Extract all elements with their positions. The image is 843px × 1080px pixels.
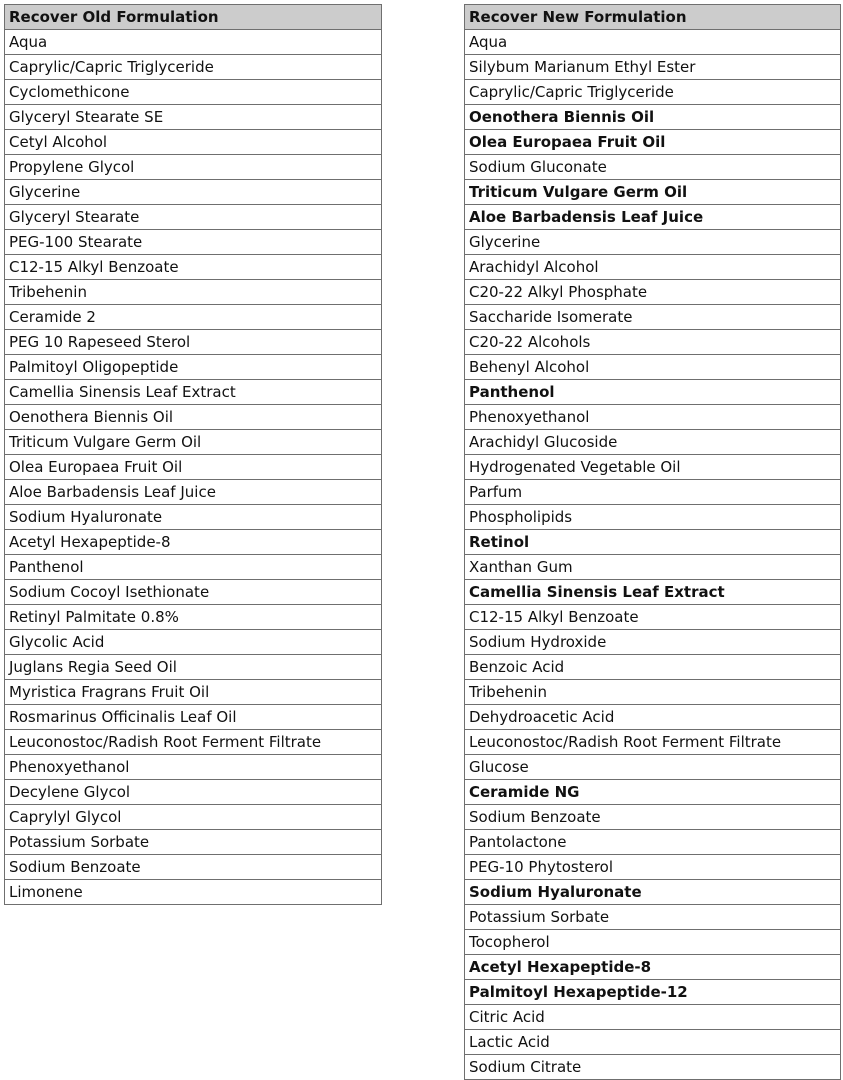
ingredient-name: Olea Europaea Fruit Oil: [465, 130, 841, 155]
ingredient-name: PEG-10 Phytosterol: [465, 855, 841, 880]
ingredient-name: Decylene Glycol: [5, 780, 382, 805]
ingredient-row: [465, 980, 841, 1005]
ingredient-name: Aloe Barbadensis Leaf Juice: [465, 205, 841, 230]
ingredient-name: Tribehenin: [5, 280, 382, 305]
ingredient-name: Leuconostoc/Radish Root Ferment Filtrate: [5, 730, 382, 755]
ingredient-name: C12-15 Alkyl Benzoate: [465, 605, 841, 630]
old-formulation-table: [4, 4, 382, 905]
ingredient-row: [465, 405, 841, 430]
ingredient-row: [5, 255, 382, 280]
ingredient-name: C20-22 Alkyl Phosphate: [465, 280, 841, 305]
ingredient-row: [465, 530, 841, 555]
ingredient-name: Benzoic Acid: [465, 655, 841, 680]
ingredient-row: [465, 1030, 841, 1055]
ingredient-name: Caprylyl Glycol: [5, 805, 382, 830]
ingredient-name: Limonene: [5, 880, 382, 905]
ingredient-row: [465, 880, 841, 905]
ingredient-name: Panthenol: [5, 555, 382, 580]
ingredient-row: [5, 155, 382, 180]
ingredient-row: [5, 680, 382, 705]
ingredient-name: Dehydroacetic Acid: [465, 705, 841, 730]
ingredient-name: Glyceryl Stearate SE: [5, 105, 382, 130]
ingredient-name: Xanthan Gum: [465, 555, 841, 580]
ingredient-name: Triticum Vulgare Germ Oil: [5, 430, 382, 455]
ingredient-row: [5, 30, 382, 55]
ingredient-name: Juglans Regia Seed Oil: [5, 655, 382, 680]
ingredient-name: Retinol: [465, 530, 841, 555]
ingredient-row: [465, 480, 841, 505]
ingredient-name: Arachidyl Alcohol: [465, 255, 841, 280]
ingredient-row: [465, 380, 841, 405]
ingredient-row: [5, 230, 382, 255]
ingredient-row: [5, 105, 382, 130]
ingredient-row: [5, 805, 382, 830]
ingredient-name: Acetyl Hexapeptide-8: [465, 955, 841, 980]
ingredient-name: Phenoxyethanol: [465, 405, 841, 430]
ingredient-row: [5, 80, 382, 105]
ingredient-name: Triticum Vulgare Germ Oil: [465, 180, 841, 205]
ingredient-name: Arachidyl Glucoside: [465, 430, 841, 455]
new-formulation-header: Recover New Formulation: [465, 5, 841, 30]
ingredient-name: Panthenol: [465, 380, 841, 405]
ingredient-name: Pantolactone: [465, 830, 841, 855]
ingredient-name: Aqua: [5, 30, 382, 55]
old-formulation-header: Recover Old Formulation: [5, 5, 382, 30]
ingredient-name: Phospholipids: [465, 505, 841, 530]
ingredient-name: Ceramide 2: [5, 305, 382, 330]
ingredient-row: [5, 705, 382, 730]
ingredient-name: Sodium Benzoate: [465, 805, 841, 830]
ingredient-row: [465, 780, 841, 805]
ingredient-row: [5, 380, 382, 405]
ingredient-name: Camellia Sinensis Leaf Extract: [5, 380, 382, 405]
ingredient-row: [465, 855, 841, 880]
ingredient-name: C20-22 Alcohols: [465, 330, 841, 355]
ingredient-row: [5, 780, 382, 805]
ingredient-name: Glyceryl Stearate: [5, 205, 382, 230]
ingredient-row: [465, 755, 841, 780]
ingredient-row: [5, 55, 382, 80]
ingredient-row: [465, 180, 841, 205]
ingredient-row: [5, 305, 382, 330]
ingredient-row: [465, 80, 841, 105]
ingredient-name: Parfum: [465, 480, 841, 505]
ingredient-row: [5, 405, 382, 430]
ingredient-name: Potassium Sorbate: [5, 830, 382, 855]
ingredient-row: [5, 280, 382, 305]
ingredient-row: [465, 680, 841, 705]
ingredient-name: Lactic Acid: [465, 1030, 841, 1055]
ingredient-row: [5, 130, 382, 155]
ingredient-row: [465, 55, 841, 80]
ingredient-name: Caprylic/Capric Triglyceride: [465, 80, 841, 105]
ingredient-name: Glycerine: [5, 180, 382, 205]
ingredient-name: Cyclomethicone: [5, 80, 382, 105]
ingredient-row: [5, 755, 382, 780]
ingredient-row: [5, 605, 382, 630]
ingredient-name: Rosmarinus Officinalis Leaf Oil: [5, 705, 382, 730]
ingredient-row: [465, 105, 841, 130]
ingredient-row: [5, 730, 382, 755]
ingredient-row: [5, 855, 382, 880]
ingredient-name: Palmitoyl Hexapeptide-12: [465, 980, 841, 1005]
ingredient-name: Leuconostoc/Radish Root Ferment Filtrate: [465, 730, 841, 755]
ingredient-name: Sodium Gluconate: [465, 155, 841, 180]
ingredient-row: [465, 1005, 841, 1030]
new-formulation-ingredients: [465, 30, 841, 1080]
ingredient-row: [5, 455, 382, 480]
ingredient-name: Ceramide NG: [465, 780, 841, 805]
ingredient-name: C12-15 Alkyl Benzoate: [5, 255, 382, 280]
ingredient-name: Hydrogenated Vegetable Oil: [465, 455, 841, 480]
ingredient-row: [5, 880, 382, 905]
ingredient-name: Sodium Benzoate: [5, 855, 382, 880]
ingredient-name: Citric Acid: [465, 1005, 841, 1030]
ingredient-row: [465, 430, 841, 455]
ingredient-name: Glucose: [465, 755, 841, 780]
ingredient-row: [465, 155, 841, 180]
ingredient-row: [5, 430, 382, 455]
ingredient-row: [5, 180, 382, 205]
old-formulation-header-row: [5, 5, 382, 30]
ingredient-row: [5, 530, 382, 555]
ingredient-name: PEG 10 Rapeseed Sterol: [5, 330, 382, 355]
ingredient-row: [465, 805, 841, 830]
ingredient-row: [465, 605, 841, 630]
ingredient-row: [465, 505, 841, 530]
ingredient-name: Sodium Hydroxide: [465, 630, 841, 655]
ingredient-name: Acetyl Hexapeptide-8: [5, 530, 382, 555]
ingredient-row: [465, 905, 841, 930]
ingredient-row: [5, 830, 382, 855]
ingredient-name: Cetyl Alcohol: [5, 130, 382, 155]
ingredient-row: [465, 30, 841, 55]
ingredient-row: [465, 330, 841, 355]
ingredient-row: [5, 480, 382, 505]
ingredient-name: PEG-100 Stearate: [5, 230, 382, 255]
ingredient-name: Olea Europaea Fruit Oil: [5, 455, 382, 480]
ingredient-name: Caprylic/Capric Triglyceride: [5, 55, 382, 80]
ingredient-name: Oenothera Biennis Oil: [5, 405, 382, 430]
ingredient-row: [5, 205, 382, 230]
ingredient-name: Propylene Glycol: [5, 155, 382, 180]
ingredient-row: [5, 580, 382, 605]
ingredient-row: [465, 730, 841, 755]
ingredient-name: Potassium Sorbate: [465, 905, 841, 930]
ingredient-row: [465, 955, 841, 980]
ingredient-name: Retinyl Palmitate 0.8%: [5, 605, 382, 630]
ingredient-row: [465, 255, 841, 280]
ingredient-name: Sodium Cocoyl Isethionate: [5, 580, 382, 605]
ingredient-name: Sodium Hyaluronate: [5, 505, 382, 530]
new-formulation-table: [464, 4, 841, 1080]
ingredient-row: [465, 630, 841, 655]
ingredient-name: Sodium Hyaluronate: [465, 880, 841, 905]
ingredient-name: Myristica Fragrans Fruit Oil: [5, 680, 382, 705]
old-formulation-ingredients: [5, 30, 382, 905]
ingredient-row: [465, 705, 841, 730]
ingredient-row: [465, 555, 841, 580]
ingredient-row: [465, 655, 841, 680]
ingredient-row: [5, 555, 382, 580]
ingredient-name: Aqua: [465, 30, 841, 55]
ingredient-name: Sodium Citrate: [465, 1055, 841, 1080]
ingredient-name: Behenyl Alcohol: [465, 355, 841, 380]
ingredient-row: [465, 280, 841, 305]
ingredient-name: Silybum Marianum Ethyl Ester: [465, 55, 841, 80]
ingredient-row: [465, 355, 841, 380]
ingredient-name: Tocopherol: [465, 930, 841, 955]
ingredient-name: Glycerine: [465, 230, 841, 255]
ingredient-row: [465, 130, 841, 155]
ingredient-name: Aloe Barbadensis Leaf Juice: [5, 480, 382, 505]
ingredient-row: [465, 580, 841, 605]
ingredient-name: Palmitoyl Oligopeptide: [5, 355, 382, 380]
ingredient-row: [5, 630, 382, 655]
new-formulation-header-row: [465, 5, 841, 30]
ingredient-row: [5, 655, 382, 680]
ingredient-name: Tribehenin: [465, 680, 841, 705]
ingredient-row: [465, 830, 841, 855]
ingredient-row: [5, 330, 382, 355]
ingredient-name: Saccharide Isomerate: [465, 305, 841, 330]
ingredient-row: [465, 230, 841, 255]
ingredient-row: [465, 455, 841, 480]
ingredient-row: [5, 505, 382, 530]
ingredient-row: [5, 355, 382, 380]
ingredient-name: Camellia Sinensis Leaf Extract: [465, 580, 841, 605]
ingredient-row: [465, 1055, 841, 1080]
ingredient-name: Glycolic Acid: [5, 630, 382, 655]
ingredient-row: [465, 930, 841, 955]
ingredient-name: Phenoxyethanol: [5, 755, 382, 780]
ingredient-row: [465, 205, 841, 230]
ingredient-row: [465, 305, 841, 330]
ingredient-name: Oenothera Biennis Oil: [465, 105, 841, 130]
